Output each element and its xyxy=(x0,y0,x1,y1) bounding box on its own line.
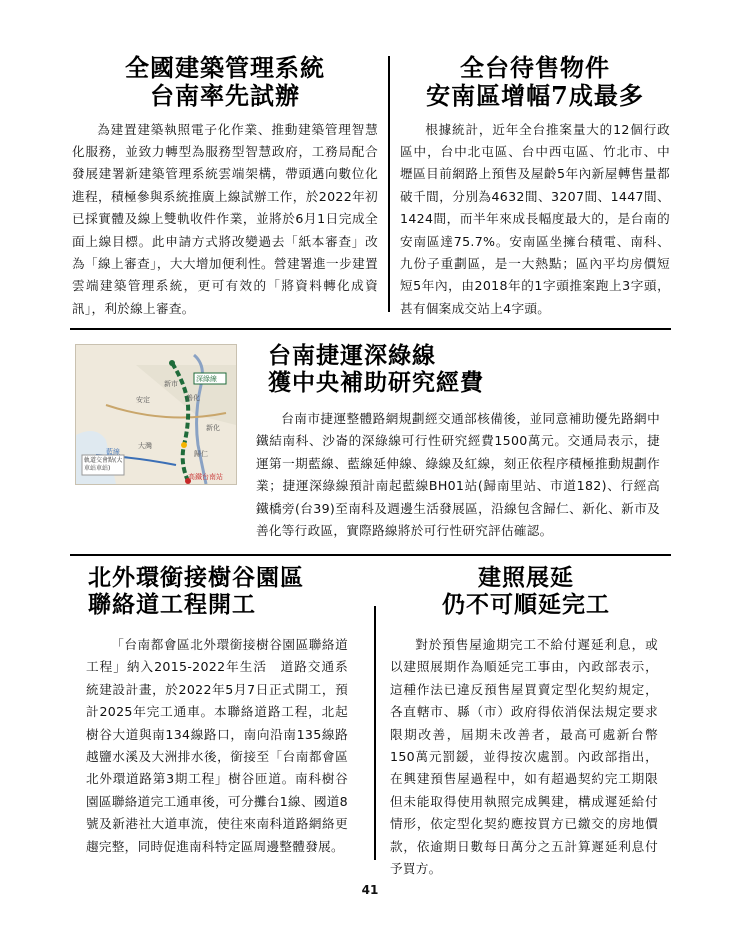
title-line: 聯絡道工程開工 xyxy=(88,591,256,619)
article-northern-ring-road xyxy=(82,564,352,618)
map-label: 新化 xyxy=(206,424,220,432)
article-permit-extension xyxy=(392,564,660,618)
article-body: 對於預售屋逾期完工不給付遲延利息，或以建照展期作為順延完工事由，內政部表示，這種作法已違反預售屋買賣定型化契約規定，各直轄市、縣（市）政府得依消保法規定要求限期改善，屆期未改善者，最高可處新台幣150萬元罰鍰，並得按次處罰。內政部指出，在興建預售屋過程中，如有超過契約完工期限但未能取得使用執照完成興建，構成遲延給付情形，依定型化契約應按買方已繳交的房地價款，依逾期日數每日萬分之五計算遲延利息付予買方。 xyxy=(390,637,658,877)
article-presale-listings xyxy=(400,54,670,320)
article-body: 為建置建築執照電子化作業、推動建築管理智慧化服務，並致力轉型為服務型智慧政府，工務局配合發展建署新建築管理系統雲端架構，帶頭邁向數位化進程，積極參與系統推廣上線試辦工作，於2022年初已採實體及線上雙軌收件作業，並將於6月1日完成全面上線目標。此申請方式將改變過去「紙本審查」改為「線上審查」，大大增加便利性。營建署進一步建置雲端建築管理系統，更可有效的「將資料轉化成資訊」，利於線上審查。 xyxy=(72,121,378,316)
column-divider xyxy=(388,56,390,312)
title-line: 獲中央補助研究經費 xyxy=(268,369,484,397)
article-body: 根據統計，近年全台推案量大的12個行政區中，台中北屯區、台中西屯區、竹北市、中壢區目前網路上預售及屋齡5年內新屋轉售量都破千間，分別為4632間、3207間、1447間、1424間，而半年來成長幅度最大的，是台南的安南區達75.7%。安南區坐擁台積電、南科、九份子重劃區，是一大熱點；區內平均房價短短5年內，由2018年的1字頭推案跑上3字頭，甚有個案成交站上4字頭。 xyxy=(400,121,670,316)
column-divider xyxy=(374,606,376,860)
map-label: 安定 xyxy=(136,396,150,404)
section-divider xyxy=(70,328,671,330)
article-title xyxy=(82,564,352,618)
page-number: 41 xyxy=(361,883,379,897)
article-metro-dark-green-line xyxy=(260,342,660,396)
map-label: 藍線 xyxy=(106,448,120,456)
article-building-management xyxy=(72,54,378,320)
article-title xyxy=(260,342,660,396)
map-label: 軌道交會點(大車站車站) xyxy=(84,457,123,472)
route-map-figure xyxy=(75,344,237,485)
title-line: 北外環銜接樹谷園區 xyxy=(88,564,304,591)
title-line: 全台待售物件 xyxy=(460,53,610,82)
title-line: 全國建築管理系統 xyxy=(125,53,325,82)
article-body: 台南市捷運整體路網規劃經交通部核備後，並同意補助優先路網中鐵結南科、沙崙的深綠線可行性研究經費1500萬元。交通局表示，捷運第一期藍線、藍線延伸線、綠線及紅線，刻正依程序積極推動規劃作業；捷運深綠線預計南起藍線BH01站(歸南里站、市道182)、行經高鐵橋旁(台39)至南科及週邊生活發展區，沿線包含歸仁、新化、新市及善化等行政區，實際路線將於可行性研究評估確認。 xyxy=(256,411,660,539)
map-label: 深綠線 xyxy=(196,375,217,383)
title-line: 台南捷運深綠線 xyxy=(268,342,436,369)
article-title xyxy=(400,54,670,111)
map-label: 善化 xyxy=(186,394,200,402)
article-title xyxy=(392,564,660,618)
map-label: 大灣 xyxy=(138,442,152,450)
article-title xyxy=(72,54,378,111)
title-line: 仍不可順延完工 xyxy=(442,591,610,619)
section-divider xyxy=(70,554,671,556)
map-label: 歸仁 xyxy=(194,450,208,458)
map-label: 高鐵台南站 xyxy=(188,473,223,481)
title-line: 台南率先試辦 xyxy=(150,81,300,111)
title-line: 建照展延 xyxy=(478,564,574,591)
title-line: 安南區增幅7成最多 xyxy=(426,81,644,111)
article-body: 「台南都會區北外環銜接樹谷園區聯絡道工程」納入2015-2022年生活 道路交通系統建設計畫，於2022年5月7日正式開工，預計2025年完工通車。本聯絡道路工程，北起樹谷大道與南134線路口，南向沿南135線路越鹽水溪及大洲排水後，銜接至「台南都會區北外環道路第3期工程」樹谷匝道。南科樹谷園區聯絡道完工通車後，可分攤台1線、國道8號及新港社大道車流，使往來南科道路網絡更趨完整，同時促進南科特定區周邊整體發展。 xyxy=(86,637,348,854)
map-label: 新市 xyxy=(164,380,178,388)
